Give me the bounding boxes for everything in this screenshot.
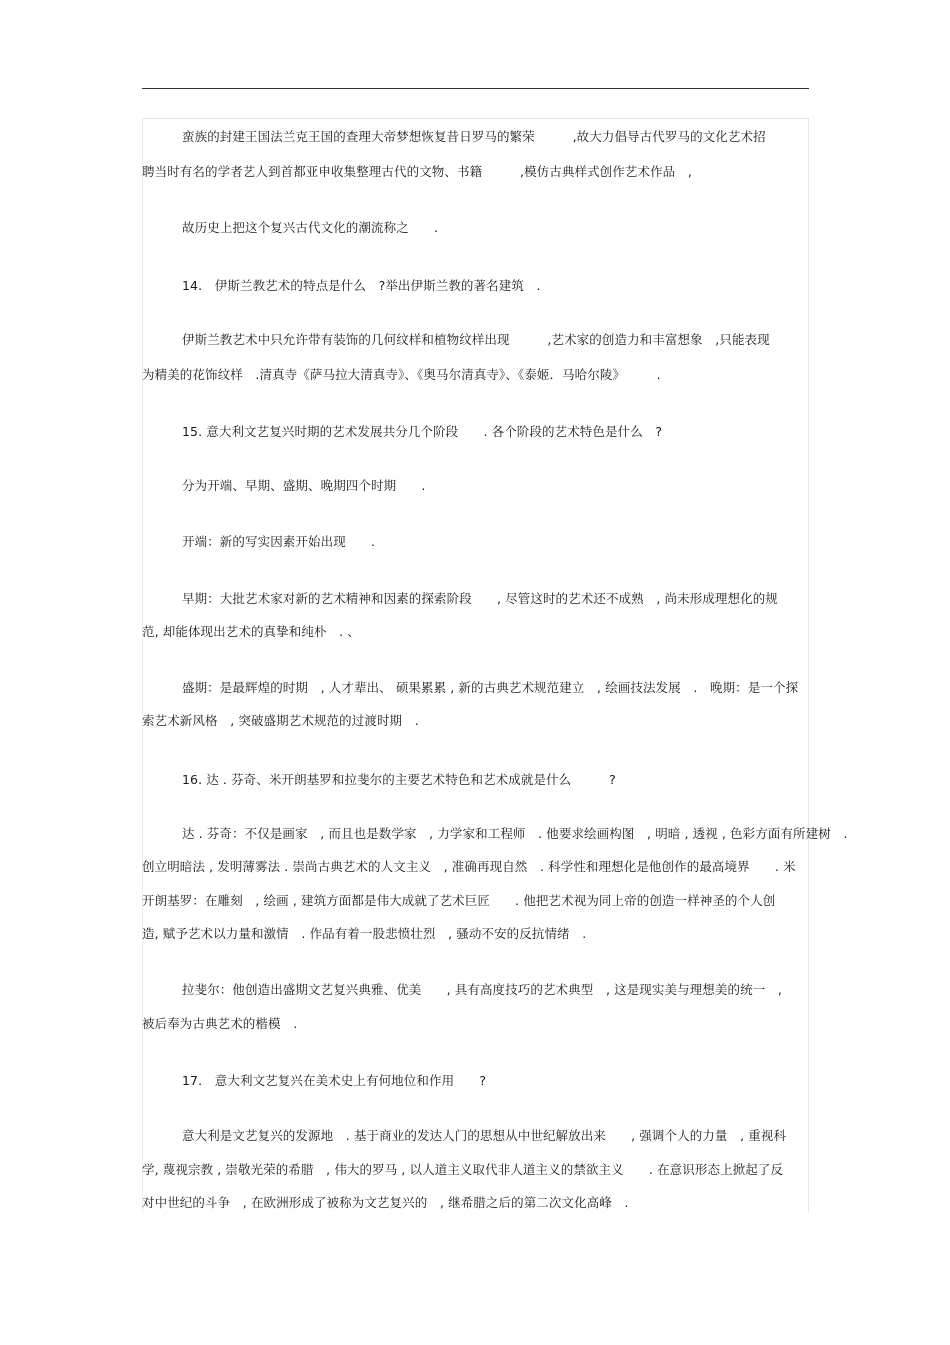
text-line: 为精美的花饰纹样 .清真寺《萨马拉大清真寺》、《奥马尔清真寺》、《泰姬．马哈尔陵》 .: [142, 367, 661, 382]
text-line: 意大利是文艺复兴的发源地 . 基于商业的发达人门的思想从中世纪解放出来 , 强调个人的力量 , 重视科: [182, 1128, 787, 1143]
text-line: 学, 蔑视宗教 , 崇敬光荣的希腊 , 伟大的罗马 , 以人道主义取代非人道主义的禁欲主义 . 在意识形态上掀起了反: [142, 1162, 784, 1177]
question-heading: 17. 意大利文艺复兴在美术史上有何地位和作用 ?: [182, 1073, 487, 1088]
text-line: 伊斯兰教艺术中只允许带有装饰的几何纹样和植物纹样出现 ,艺术家的创造力和丰富想象 ,只能表现: [182, 332, 770, 347]
text-line: 开端：新的写实因素开始出现 .: [182, 534, 376, 549]
text-line: 聘当时有名的学者艺人到首都亚申收集整理古代的文物、书籍 ,模仿古典样式创作艺术作品 ,: [142, 164, 692, 179]
text-line: 范, 却能体现出艺术的真挚和纯朴 . 、: [142, 624, 360, 639]
text-line: 早期：大批艺术家对新的艺术精神和因素的探索阶段 , 尽管这时的艺术还不成熟 , 尚未形成理想化的规: [182, 591, 778, 606]
text-line: 造, 赋予艺术以力量和激情 . 作品有着一股悲愤壮烈 , 骚动不安的反抗情绪 .: [142, 926, 587, 941]
text-line: 拉斐尔：他创造出盛期文艺复兴典雅、优美 , 具有高度技巧的艺术典型 , 这是现实美与理想美的统一 ,: [182, 982, 782, 997]
question-heading: 14. 伊斯兰教艺术的特点是什么 ?举出伊斯兰教的著名建筑 .: [182, 278, 541, 293]
text-line: 被后奉为古典艺术的楷模 .: [142, 1016, 298, 1031]
text-line: 盛期：是最辉煌的时期 , 人才辈出、 硕果累累 , 新的古典艺术规范建立 , 绘画技法发展 . 晚期：是一个探: [182, 680, 799, 695]
text-line: 索艺术新风格 , 突破盛期艺术规范的过渡时期 .: [142, 713, 419, 728]
text-line: 分为开端、早期、盛期、晚期四个时期 .: [182, 478, 426, 493]
question-heading: 16. 达 . 芬奇、米开朗基罗和拉斐尔的主要艺术特色和艺术成就是什么 ?: [182, 772, 616, 787]
text-line: 达 . 芬奇：不仅是画家 , 而且也是数学家 , 力学家和工程师 . 他要求绘画构图 , 明暗 , 透视 , 色彩方面有所建树 .: [182, 826, 848, 841]
text-line: 创立明暗法 , 发明薄雾法 . 崇尚古典艺术的人文主义 , 准确再现自然 . 科学性和理想化是他创作的最高境界 . 米: [142, 859, 796, 874]
text-line: 蛮族的封建王国法兰克王国的查理大帝梦想恢复昔日罗马的繁荣 ,故大力倡导古代罗马的文化艺术招: [182, 129, 766, 144]
question-heading: 15. 意大利文艺复兴时期的艺术发展共分几个阶段 . 各个阶段的艺术特色是什么 ?: [182, 424, 663, 439]
header-rule: [142, 88, 809, 89]
text-line: 开朗基罗：在雕刻 , 绘画 , 建筑方面都是伟大成就了艺术巨匠 . 他把艺术视为同上帝的创造一样神圣的个人创: [142, 893, 776, 908]
text-line: 对中世纪的斗争 , 在欧洲形成了被称为文艺复兴的 , 继希腊之后的第二次文化高峰 .: [142, 1195, 629, 1210]
text-line: 故历史上把这个复兴古代文化的潮流称之 .: [182, 220, 439, 235]
